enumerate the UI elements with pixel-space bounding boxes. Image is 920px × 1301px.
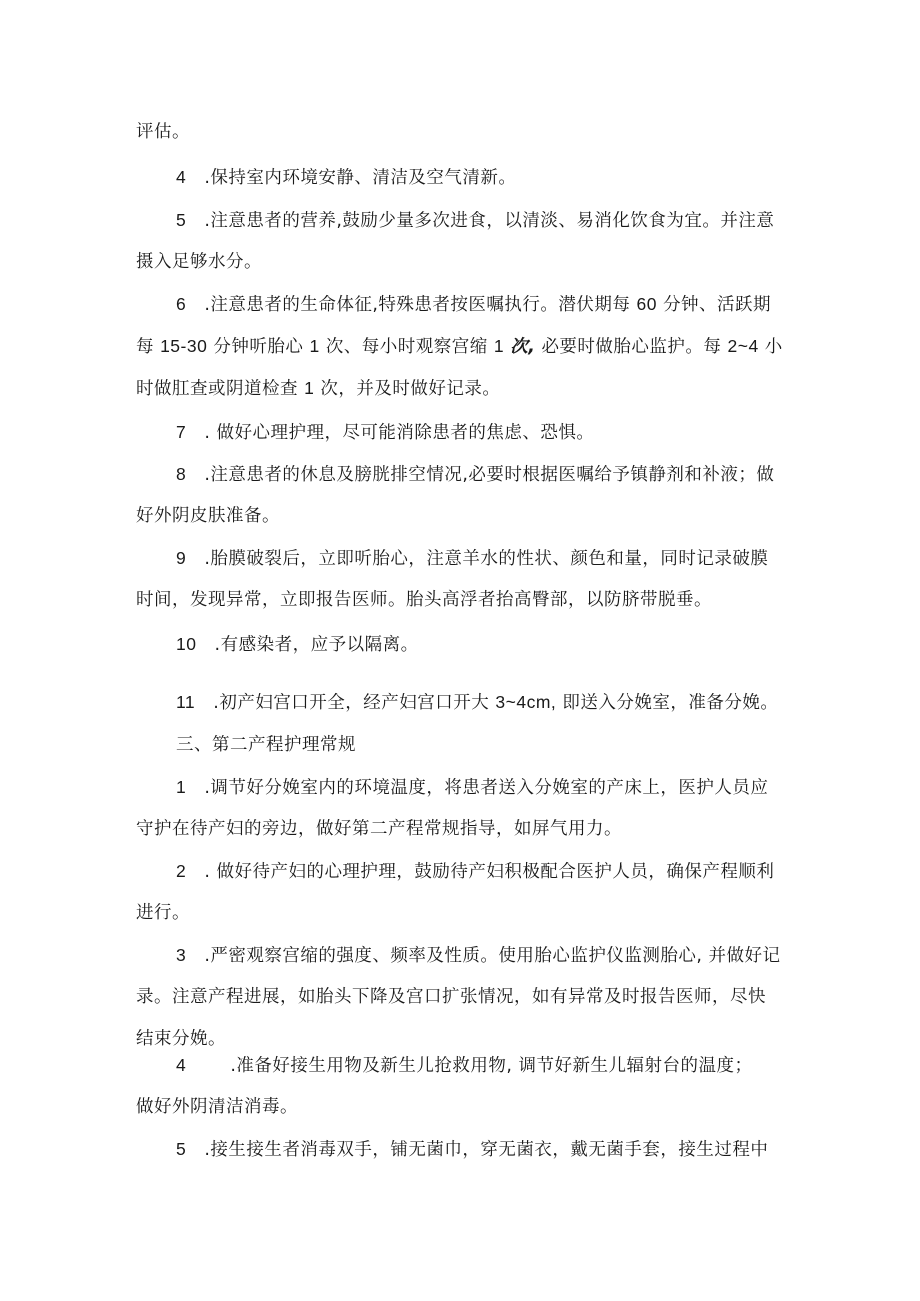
number-text: 1 xyxy=(493,336,505,356)
number-text: 3~4cm, xyxy=(495,692,557,712)
text: .注意患者的生命体征,特殊患者按医嘱执行。潜伏期每 xyxy=(204,295,631,315)
paragraph-line xyxy=(136,817,622,841)
section-heading xyxy=(176,733,356,757)
text: . 做好心理护理，尽可能消除患者的焦虑、恐惧。 xyxy=(204,423,595,443)
text: 每 xyxy=(136,337,154,357)
item-number: 5 xyxy=(176,210,187,230)
paragraph-line xyxy=(136,985,766,1009)
item-number: 1 xyxy=(176,777,187,797)
paragraph-line xyxy=(136,1027,226,1051)
item-number: 2 xyxy=(176,861,187,881)
text: .严密观察宫缩的强度、频率及性质。使用胎心监护仪监测胎心, xyxy=(204,946,703,966)
list-item-3 xyxy=(176,943,781,968)
text: . 做好待产妇的心理护理，鼓励待产妇积极配合医护人员，确保产程顺利 xyxy=(204,862,775,882)
number-text: 1 xyxy=(304,378,315,398)
text: .保持室内环境安静、清洁及空气清新。 xyxy=(204,168,517,188)
text: 次、每小时观察宫缩 xyxy=(325,337,488,357)
text: 摄入足够水分。 xyxy=(136,252,262,272)
list-item-8 xyxy=(176,462,774,487)
text: 小 xyxy=(764,337,783,357)
item-number: 4 xyxy=(176,1055,187,1075)
list-item-1 xyxy=(176,775,768,800)
text: 三、第二产程护理常规 xyxy=(176,735,356,755)
item-number: 5 xyxy=(176,1139,187,1159)
text: 次，并及时做好记录。 xyxy=(320,379,501,399)
text: 录。注意产程进展，如胎头下降及宫口扩张情况，如有异常及时报告医师，尽快 xyxy=(136,987,766,1007)
list-item-2 xyxy=(176,859,774,884)
paragraph-line xyxy=(136,504,280,528)
text: .准备好接生用物及新生儿抢救用物, xyxy=(230,1056,513,1076)
item-number: 11 xyxy=(176,692,196,712)
text: 次, xyxy=(510,337,536,357)
text: 时做肛查或阴道检查 xyxy=(136,379,298,399)
text: 评估。 xyxy=(136,122,190,142)
text: 做好外阴清洁消毒。 xyxy=(136,1097,298,1117)
text: .初产妇宫口开全，经产妇宫口开大 xyxy=(213,693,490,713)
text: 即送入分娩室，准备分娩。 xyxy=(562,693,779,713)
paragraph-line xyxy=(136,1095,298,1119)
paragraph-line xyxy=(136,901,190,925)
text: .注意患者的休息及膀胱排空情况,必要时根据医嘱给予镇静剂和补液；做 xyxy=(204,465,775,485)
text: .胎膜破裂后，立即听胎心，注意羊水的性状、颜色和量，同时记录破膜 xyxy=(204,549,769,569)
text: .注意患者的营养,鼓励少量多次进食，以清淡、易消化饮食为宜。并注意 xyxy=(204,211,775,231)
number-text: 2~4 xyxy=(727,336,759,356)
list-item-6 xyxy=(176,292,771,317)
list-item-7 xyxy=(176,420,594,445)
text: 调节好新生儿辐射台的温度； xyxy=(518,1056,753,1076)
list-item-5b xyxy=(176,1137,768,1162)
text: 好外阴皮肤准备。 xyxy=(136,506,280,526)
number-text: 15-30 xyxy=(160,336,208,356)
list-item-4 xyxy=(176,165,516,190)
list-item-5 xyxy=(176,208,774,233)
list-item-4b xyxy=(176,1053,753,1078)
text: .有感染者，应予以隔离。 xyxy=(214,635,419,655)
item-number: 4 xyxy=(176,167,187,187)
list-item-11 xyxy=(176,690,778,715)
text: 分钟听胎心 xyxy=(213,337,304,357)
text: 必要时做胎心监护。每 xyxy=(541,337,722,357)
list-item-9 xyxy=(176,546,768,571)
item-number: 3 xyxy=(176,945,187,965)
paragraph-line xyxy=(136,588,712,612)
number-text: 60 xyxy=(636,294,657,314)
item-number: 7 xyxy=(176,422,187,442)
paragraph-line xyxy=(136,250,262,274)
item-number: 8 xyxy=(176,464,187,484)
paragraph-line xyxy=(136,120,190,144)
item-number: 6 xyxy=(176,294,187,314)
text: 并做好记 xyxy=(708,946,781,966)
text: 分钟、活跃期 xyxy=(663,295,772,315)
text: .调节好分娩室内的环境温度，将患者送入分娩室的产床上，医护人员应 xyxy=(204,778,769,798)
number-text: 1 xyxy=(309,336,320,356)
paragraph-line xyxy=(136,376,500,401)
list-item-10 xyxy=(176,632,419,657)
text: 时间，发现异常，立即报告医师。胎头高浮者抬高臀部，以防脐带脱垂。 xyxy=(136,590,712,610)
item-number: 10 xyxy=(176,634,197,654)
text: .接生接生者消毒双手，铺无菌巾，穿无菌衣，戴无菌手套，接生过程中 xyxy=(204,1140,769,1160)
text: 结束分娩。 xyxy=(136,1029,226,1049)
text: 守护在待产妇的旁边，做好第二产程常规指导，如屏气用力。 xyxy=(136,819,622,839)
item-number: 9 xyxy=(176,548,187,568)
paragraph-line xyxy=(136,334,783,359)
text: 进行。 xyxy=(136,903,190,923)
